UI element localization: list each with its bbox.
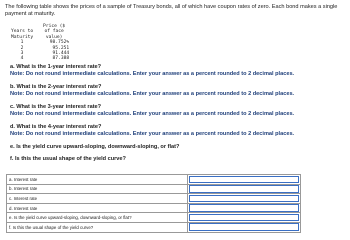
header-years: Years to Maturity (11, 29, 34, 40)
interest-rate-b-input[interactable] (189, 185, 299, 193)
answer-label: f. Is this the usual shape of the yield curve? (7, 222, 188, 232)
question-c (10, 104, 346, 117)
answer-row (7, 175, 301, 185)
interest-rate-d-input[interactable] (189, 204, 299, 212)
question-b-text: b. What is the 2-year interest rate? (10, 84, 102, 90)
problem-intro: The following table shows the prices of a sample of Treasury bonds, all of which have coupon rates of zero. Each bond makes a single payment at maturity. (5, 4, 338, 17)
price-table-header (8, 24, 72, 40)
question-d-text: d. What is the 4-year interest rate? (10, 124, 102, 130)
yield-curve-slope-select[interactable] (189, 214, 299, 222)
years-cell: 4 (20, 56, 24, 62)
table-row (8, 56, 72, 61)
question-c-text: c. What is the 3-year interest rate? (10, 104, 102, 110)
years-cell: 3 (20, 51, 24, 57)
answer-row (7, 213, 301, 223)
answer-label: e. Is the yield curve upward-sloping, downward-sloping, or flat? (7, 213, 188, 223)
question-a-note: Note: Do not round intermediate calculations. Enter your answer as a percent rounded to 2 decimal places. (10, 70, 295, 77)
question-f: f. Is this the usual shape of the yield curve? (10, 156, 126, 162)
answer-table (6, 174, 301, 233)
question-a (10, 64, 346, 77)
header-price: Price ($ of face value) (43, 24, 66, 40)
question-c-note: Note: Do not round intermediate calculations. Enter your answer as a percent rounded to 2 decimal places. (10, 110, 295, 117)
price-cell: 91.444 (52, 51, 70, 57)
answer-label: b. Interest rate (7, 184, 188, 194)
answer-row (7, 222, 301, 232)
answer-row (7, 194, 301, 204)
answer-row (7, 203, 301, 213)
price-cell: 98.752% (49, 40, 70, 46)
answer-label: a. Interest rate (7, 175, 188, 185)
question-b (10, 84, 346, 97)
question-d (10, 124, 346, 137)
price-cell: 95.251 (52, 45, 70, 51)
question-d-note: Note: Do not round intermediate calculations. Enter your answer as a percent rounded to 2 decimal places. (10, 130, 295, 137)
question-e: e. Is the yield curve upward-sloping, downward-sloping, or flat? (10, 144, 180, 150)
question-a-text: a. What is the 1-year interest rate? (10, 64, 102, 70)
answer-label: d. Interest rate (7, 203, 188, 213)
price-cell: 87.388 (52, 56, 70, 62)
years-cell: 1 (20, 40, 24, 46)
answer-label: c. Interest rate (7, 194, 188, 204)
answer-row (7, 184, 301, 194)
usual-shape-select[interactable] (189, 223, 299, 231)
interest-rate-c-input[interactable] (189, 195, 299, 203)
interest-rate-a-input[interactable] (189, 176, 299, 184)
years-cell: 2 (20, 45, 24, 51)
bond-price-table (8, 24, 72, 62)
question-b-note: Note: Do not round intermediate calculations. Enter your answer as a percent rounded to 2 decimal places. (10, 90, 295, 97)
